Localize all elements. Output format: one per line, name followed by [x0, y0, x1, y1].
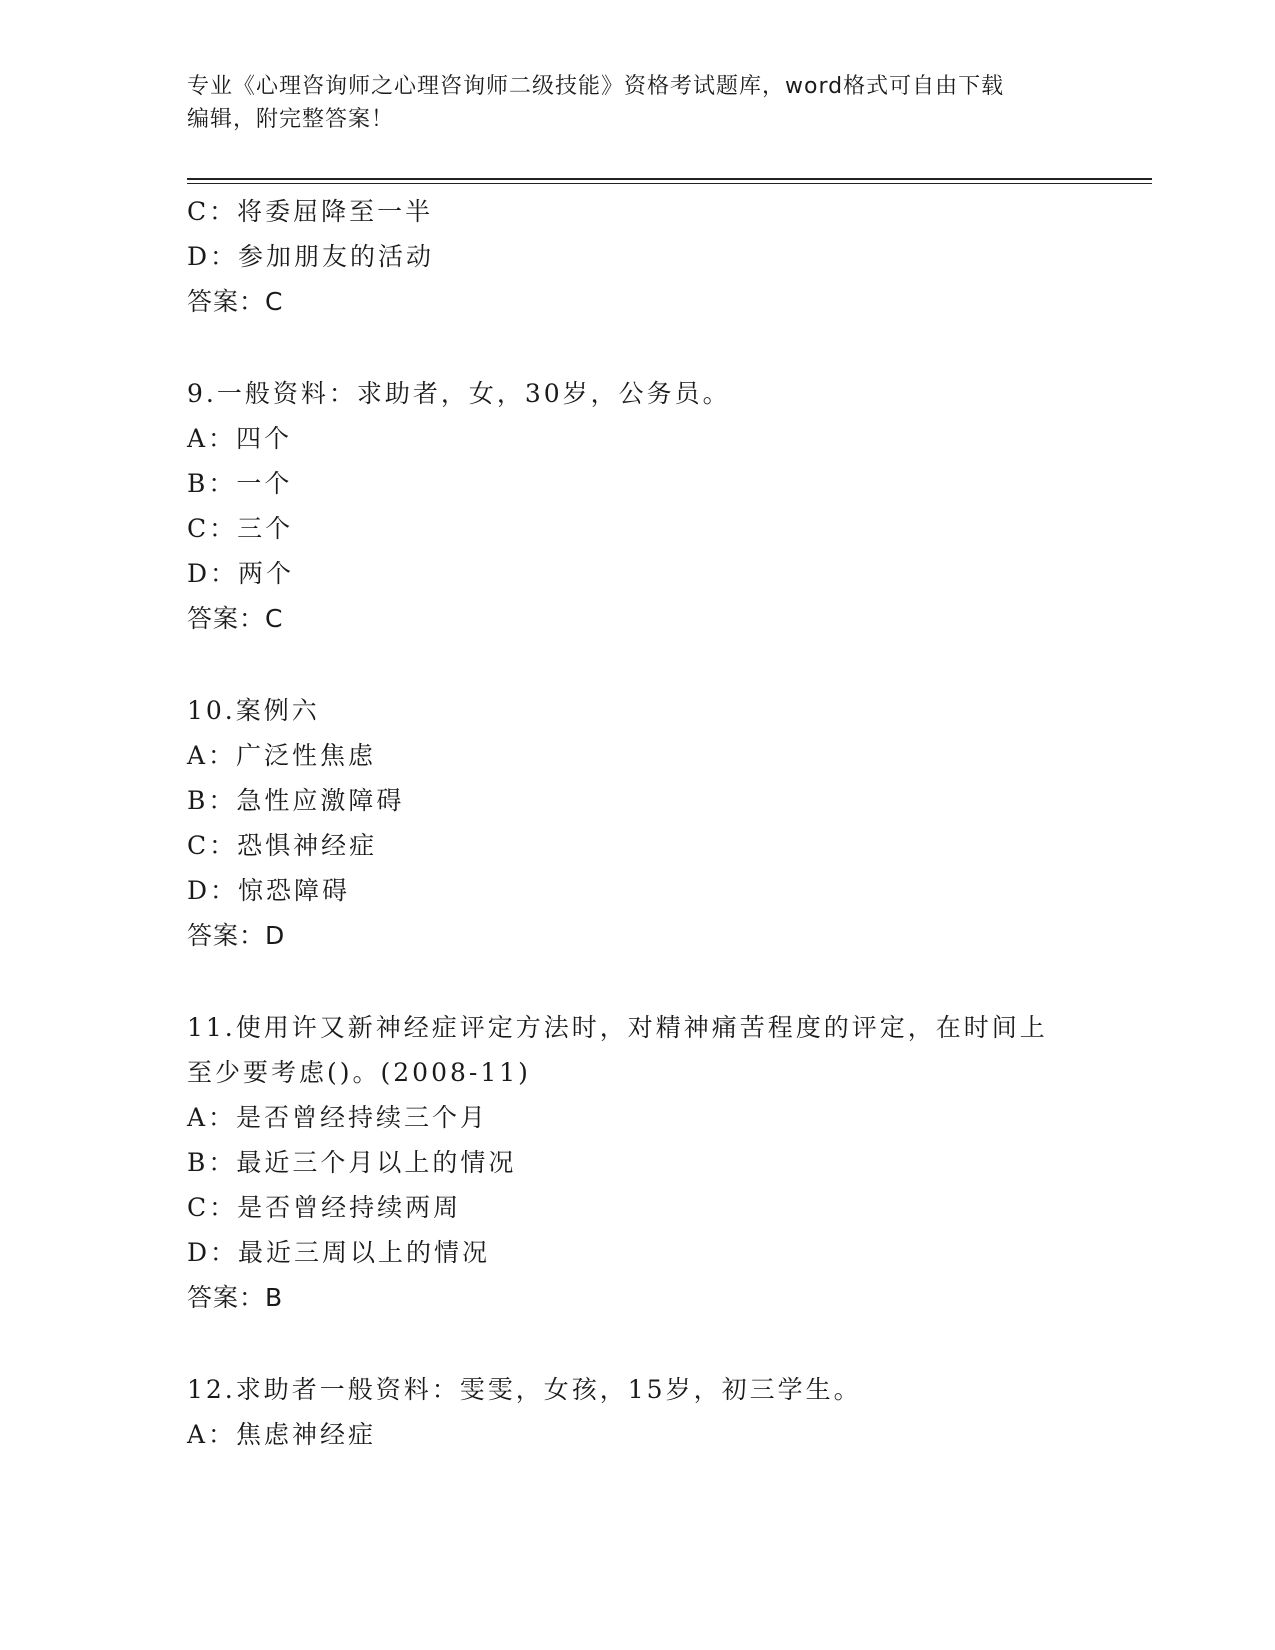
question-stem: 10.案例六	[187, 696, 320, 725]
option-c: C：恐惧神经症	[187, 831, 378, 860]
question-stem: 12.求助者一般资料：雯雯，女孩，15岁，初三学生。	[187, 1375, 862, 1404]
question-8	[187, 189, 1087, 324]
header-line-1: 专业《心理咨询师之心理咨询师二级技能》资格考试题库，word格式可自由下载	[187, 74, 1005, 99]
header-line-2: 编辑，附完整答案！	[187, 107, 395, 132]
header-rule-thick	[187, 178, 1152, 180]
option-a: A：是否曾经持续三个月	[187, 1103, 489, 1132]
option-c: C：是否曾经持续两周	[187, 1193, 462, 1222]
option-a: A：四个	[187, 424, 293, 453]
option-d: D：最近三周以上的情况	[187, 1238, 491, 1267]
option-b: B：急性应激障碍	[187, 786, 405, 815]
option-a: A：焦虑神经症	[187, 1420, 377, 1449]
answer: 答案：B	[187, 1283, 284, 1312]
question-list	[187, 189, 1087, 1457]
question-12	[187, 1367, 1087, 1457]
question-11	[187, 1005, 1087, 1320]
option-b: B：一个	[187, 469, 293, 498]
answer: 答案：C	[187, 287, 284, 316]
question-stem-line-2: 至少要考虑()。(2008-11)	[187, 1058, 531, 1087]
answer: 答案：C	[187, 604, 284, 633]
question-9	[187, 371, 1087, 641]
option-a: A：广泛性焦虑	[187, 741, 377, 770]
question-stem-line-1: 11.使用许又新神经症评定方法时，对精神痛苦程度的评定，在时间上	[187, 1013, 1048, 1042]
question-stem: 9.一般资料：求助者，女，30岁，公务员。	[187, 379, 731, 408]
option-d: D：参加朋友的活动	[187, 242, 435, 271]
answer: 答案：D	[187, 921, 286, 950]
option-d: D：惊恐障碍	[187, 876, 351, 905]
document-header	[187, 70, 1087, 136]
question-10	[187, 688, 1087, 958]
option-c: C：三个	[187, 514, 294, 543]
option-d: D：两个	[187, 559, 295, 588]
header-rule-thin	[187, 183, 1152, 184]
option-b: B：最近三个月以上的情况	[187, 1148, 517, 1177]
option-c: C：将委屈降至一半	[187, 197, 434, 226]
